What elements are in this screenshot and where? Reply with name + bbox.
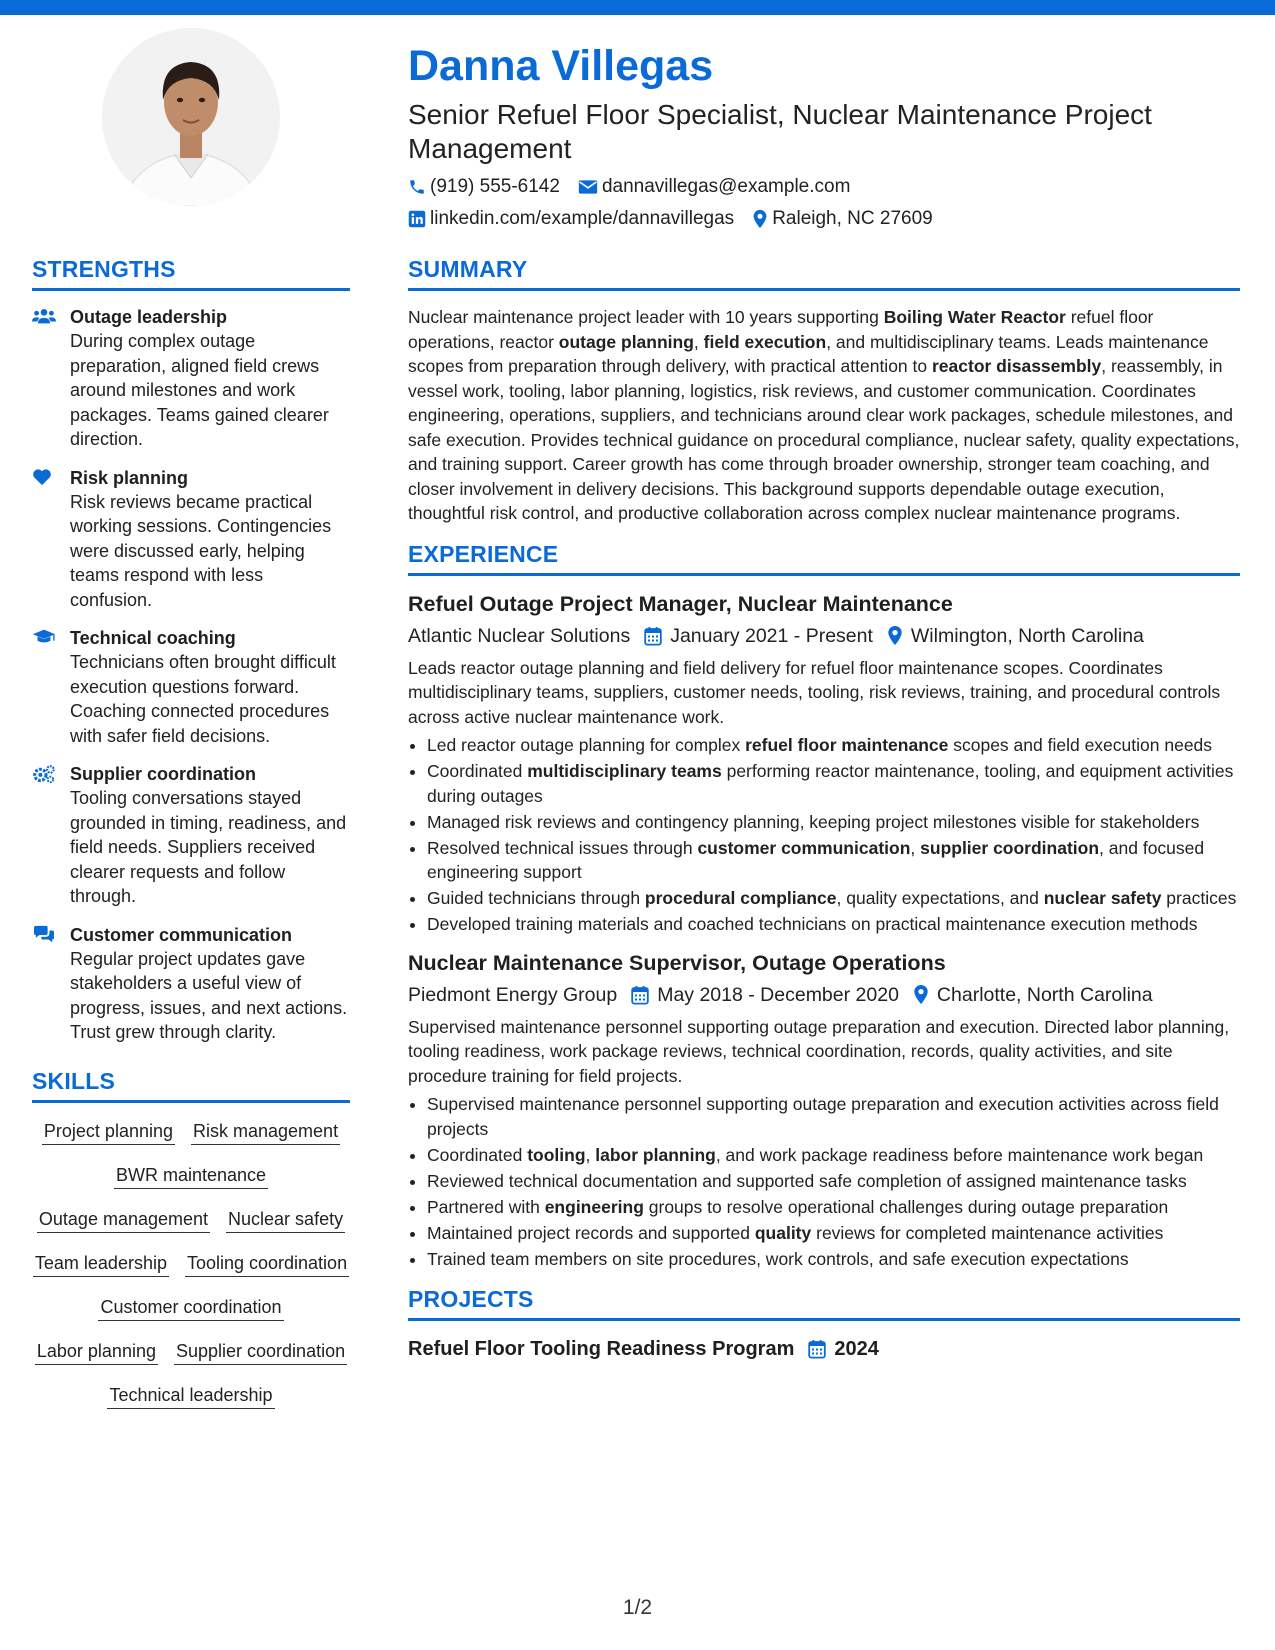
text-segment: , and work package readiness before maintenance work began	[715, 1144, 1204, 1165]
project-title: Refuel Floor Tooling Readiness Program	[408, 1338, 795, 1360]
strength-title: Supplier coordination	[70, 764, 257, 784]
map-pin-icon	[913, 984, 929, 1005]
summary-heading: SUMMARY	[408, 255, 1240, 291]
text-segment: Coordinated	[427, 761, 528, 781]
strength-title: Customer communication	[70, 924, 293, 945]
text-segment: ,	[693, 331, 704, 352]
job-company: Atlantic Nuclear Solutions	[408, 624, 631, 647]
project-entry	[408, 1335, 1240, 1363]
text-segment: practices	[1161, 888, 1237, 908]
calendar-icon	[631, 985, 649, 1005]
users-icon	[32, 305, 70, 452]
contact-row-1	[408, 174, 1238, 200]
job-location	[887, 622, 1144, 650]
strengths-list	[32, 305, 350, 1045]
text-segment: Trained team members on site procedures, work controls, and safe execution expectations	[427, 1248, 1129, 1269]
strength-item	[32, 466, 350, 613]
job-dates	[631, 981, 899, 1009]
strength-description: Risk reviews became practical working sessions. Contingencies were discussed early, helping teams respond with less confusion.	[70, 491, 332, 610]
text-segment: , and multidisciplinary teams. Leads maintenance scopes from preparation through delivery, with practical attention to	[408, 331, 1209, 376]
job-bullet	[427, 1169, 1240, 1194]
bold-keyword: field execution	[703, 331, 827, 352]
job-bullet	[427, 759, 1240, 808]
bold-keyword: multidisciplinary teams	[527, 761, 722, 781]
job-meta	[408, 622, 1240, 650]
job-bullet	[427, 1247, 1240, 1272]
strength-title: Technical coaching	[70, 628, 236, 648]
skill-tag: Labor planning	[35, 1339, 158, 1365]
text-segment: Maintained project records and supported	[427, 1222, 755, 1243]
job-location-text: Wilmington, North Carolina	[910, 624, 1144, 647]
strength-title: Outage leadership	[70, 307, 228, 327]
skill-tag: Nuclear safety	[226, 1207, 345, 1233]
skills-list	[32, 1117, 350, 1411]
job-bullets	[408, 733, 1240, 937]
text-segment: , reassembly, in vessel work, tooling, labor planning, logistics, risk reviews, and customer communication. Coordinates engineering, operations, suppliers, and technicians around clear work packages, schedule milestones, and safe execution. Provides technical guidance on procedural compliance, nuclear safety, quality expectations, and training support. Career growth has come through broader ownership, stronger team coaching, and closer involvement in delivery decisions. This background supports dependable outage execution, thoughtful risk control, and productive collaboration across complex nuclear maintenance programs.	[408, 356, 1240, 523]
bold-keyword: outage planning	[558, 331, 694, 352]
bold-keyword: quality	[754, 1222, 812, 1243]
text-segment: ,	[585, 1144, 596, 1165]
job-bullet	[427, 1221, 1240, 1246]
strength-description: Technicians often brought difficult execution questions forward. Coaching connected procedures with safer field decisions.	[70, 652, 336, 746]
bold-keyword: reactor disassembly	[931, 356, 1102, 376]
location-contact	[752, 206, 933, 232]
linkedin-text: linkedin.com/example/dannavillegas	[430, 208, 735, 229]
job-bullet	[427, 1092, 1240, 1141]
email-contact[interactable]	[578, 174, 850, 200]
text-segment: groups to resolve operational challenges during outage preparation	[643, 1196, 1169, 1217]
calendar-icon	[644, 626, 662, 646]
gears-icon	[32, 762, 70, 909]
experience-heading: EXPERIENCE	[408, 540, 1240, 576]
skill-tag: Tooling coordination	[185, 1251, 349, 1277]
skills-heading: SKILLS	[32, 1067, 350, 1103]
experience-list	[408, 590, 1240, 1272]
graduation-cap-icon	[32, 626, 70, 748]
project-date	[808, 1335, 879, 1363]
text-segment: Developed training materials and coached technicians on practical maintenance execution methods	[427, 914, 1198, 934]
text-segment: , and focused engineering support	[427, 837, 1205, 882]
job-entry	[408, 949, 1240, 1272]
bold-keyword: labor planning	[595, 1144, 716, 1165]
bold-keyword: supplier coordination	[920, 837, 1100, 858]
strength-item	[32, 923, 350, 1045]
skill-tag: BWR maintenance	[114, 1163, 268, 1189]
text-segment: performing reactor maintenance, tooling, and equipment activities during outages	[427, 761, 1234, 806]
text-segment: refuel floor operations, reactor	[408, 307, 1154, 352]
skill-tag: Outage management	[37, 1207, 210, 1233]
skill-tag: Risk management	[191, 1119, 340, 1145]
text-segment: , quality expectations, and	[836, 888, 1044, 908]
strength-description: Regular project updates gave stakeholders a useful view of progress, issues, and next actions. Trust grew through clarity.	[70, 948, 348, 1042]
job-meta	[408, 981, 1240, 1009]
heart-icon	[32, 466, 70, 613]
phone-icon	[408, 178, 426, 196]
text-segment: scopes and field execution needs	[948, 735, 1213, 755]
page-number: 1/2	[622, 1596, 653, 1619]
top-accent-bar	[0, 0, 1275, 15]
job-location	[913, 981, 1153, 1009]
text-segment: Guided technicians through	[427, 888, 645, 908]
job-bullet	[427, 810, 1240, 835]
skill-tag: Customer coordination	[98, 1295, 283, 1321]
linkedin-contact[interactable]	[408, 206, 734, 232]
map-pin-icon	[887, 625, 903, 646]
text-segment: Managed risk reviews and contingency planning, keeping project milestones visible for stakeholders	[427, 811, 1200, 832]
strength-description: During complex outage preparation, aligned field crews around milestones and work packages. Teams gained clearer direction.	[70, 331, 329, 449]
text-segment: Supervised maintenance personnel supporting outage preparation and execution activities across field projects	[427, 1094, 1219, 1139]
location-text: Raleigh, NC 27609	[772, 208, 933, 229]
job-bullet	[427, 733, 1240, 758]
job-bullets	[408, 1092, 1240, 1271]
resume-header	[408, 40, 1238, 232]
text-segment: Partnered with	[427, 1196, 545, 1217]
comments-icon	[32, 923, 70, 1045]
text-segment: Reviewed technical documentation and supported safe completion of assigned maintenance tasks	[427, 1170, 1187, 1191]
phone-contact[interactable]	[408, 174, 560, 200]
text-segment: Resolved technical issues through	[427, 837, 698, 858]
candidate-role: Senior Refuel Floor Specialist, Nuclear Maintenance Project Management	[408, 99, 1152, 164]
job-bullet	[427, 836, 1240, 885]
job-title: Nuclear Maintenance Supervisor, Outage Operations	[408, 950, 946, 975]
bold-keyword: refuel floor maintenance	[745, 735, 949, 755]
job-dates	[644, 622, 873, 650]
projects-heading: PROJECTS	[408, 1285, 1240, 1321]
candidate-name: Danna Villegas	[408, 42, 714, 90]
envelope-icon	[578, 179, 598, 195]
bold-keyword: nuclear safety	[1043, 888, 1162, 908]
profile-photo	[102, 28, 280, 206]
contact-row-2	[408, 206, 1238, 232]
phone-text: (919) 555-6142	[430, 176, 560, 197]
text-segment: Led reactor outage planning for complex	[427, 735, 746, 755]
strength-item	[32, 305, 350, 452]
job-description: Supervised maintenance personnel supporting outage preparation and execution. Directed labor planning, tooling readiness, work package reviews, technical coordination, records, quality activities, and site procedure training for field projects.	[408, 1016, 1230, 1086]
text-segment: ,	[910, 837, 921, 858]
bold-keyword: Boiling Water Reactor	[883, 307, 1066, 327]
text-segment: Coordinated	[427, 1144, 528, 1165]
summary-text	[408, 305, 1240, 526]
skill-tag: Project planning	[42, 1119, 175, 1145]
bold-keyword: customer communication	[697, 837, 911, 858]
calendar-icon	[808, 1339, 826, 1359]
strength-title: Risk planning	[70, 467, 189, 488]
strength-item	[32, 762, 350, 909]
bold-keyword: procedural compliance	[644, 888, 837, 908]
text-segment: Nuclear maintenance project leader with 10 years supporting	[408, 307, 884, 327]
email-text: dannavillegas@example.com	[601, 176, 851, 197]
linkedin-icon	[408, 210, 426, 228]
bold-keyword: tooling	[527, 1144, 586, 1165]
job-bullet	[427, 1143, 1240, 1168]
job-dates-text: January 2021 - Present	[670, 624, 873, 647]
bold-keyword: engineering	[544, 1196, 644, 1217]
job-bullet	[427, 912, 1240, 937]
job-entry	[408, 590, 1240, 937]
job-description: Leads reactor outage planning and field delivery for refuel floor maintenance scopes. Coordinates multidisciplinary teams, suppliers, customer needs, tooling, risk reviews, training, and procedural controls across active nuclear maintenance work.	[408, 657, 1221, 727]
projects-list	[408, 1335, 1240, 1363]
job-bullet	[427, 886, 1240, 911]
profile-photo-avatar	[102, 28, 280, 206]
strength-item	[32, 626, 350, 748]
text-segment: reviews for completed maintenance activities	[811, 1222, 1164, 1243]
right-column	[408, 255, 1240, 1363]
job-bullet	[427, 1195, 1240, 1220]
skill-tag: Team leadership	[33, 1251, 169, 1277]
map-pin-icon	[752, 209, 768, 229]
job-title: Refuel Outage Project Manager, Nuclear Maintenance	[408, 591, 953, 616]
left-column	[32, 255, 350, 1411]
job-location-text: Charlotte, North Carolina	[936, 983, 1153, 1006]
skill-tag: Technical leadership	[107, 1383, 274, 1409]
job-dates-text: May 2018 - December 2020	[657, 983, 899, 1006]
job-company: Piedmont Energy Group	[408, 983, 618, 1006]
strength-description: Tooling conversations stayed grounded in timing, readiness, and field needs. Suppliers received clearer requests and follow through.	[70, 788, 347, 906]
project-year: 2024	[834, 1338, 879, 1360]
skill-tag: Supplier coordination	[174, 1339, 347, 1365]
strengths-heading: STRENGTHS	[32, 255, 350, 291]
